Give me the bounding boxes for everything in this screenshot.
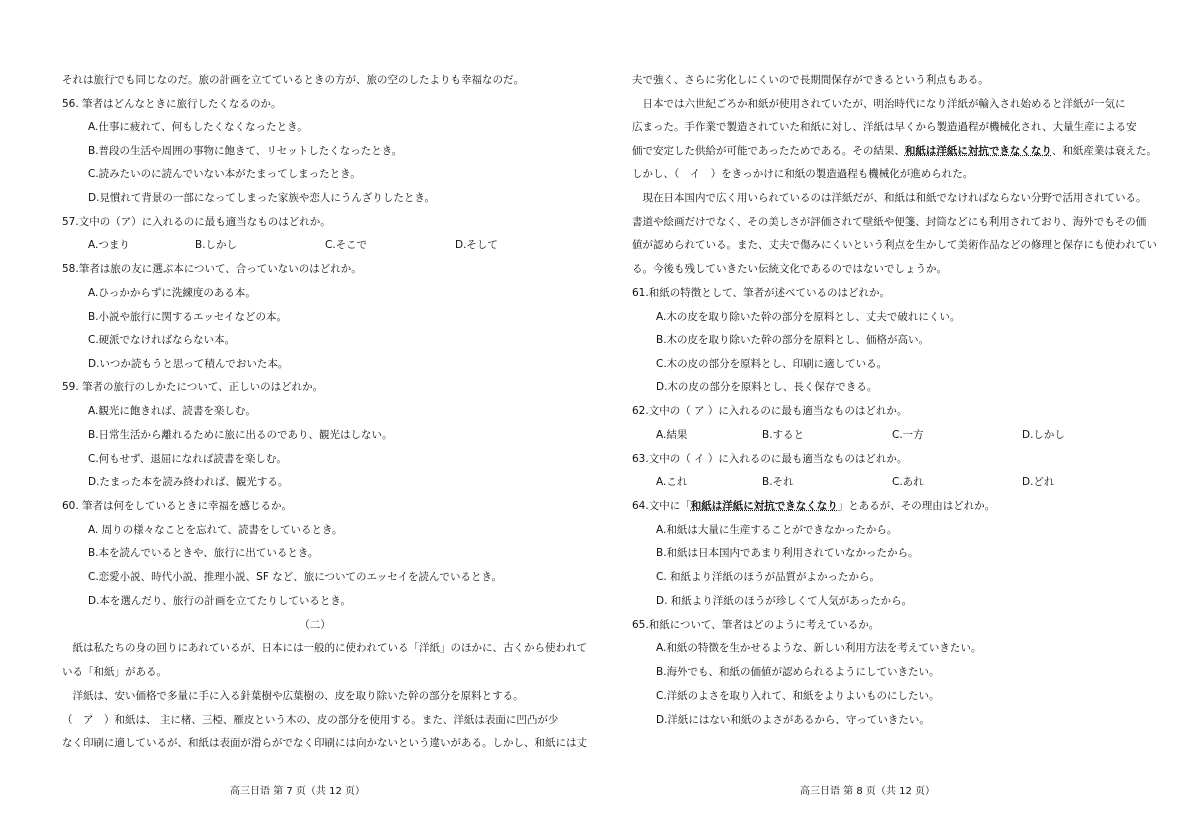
option-62-b: B.すると xyxy=(762,429,805,441)
passage-line: いる「和紙」がある。 xyxy=(62,666,167,678)
option-64-d: D. 和紙より洋紙のほうが珍しくて人気があったから。 xyxy=(656,595,913,607)
passage-line: なく印刷に適しているが、和紙は表面が滑らがでなく印刷には向かないという違いがある。しかし、和紙には丈 xyxy=(62,737,587,749)
option-62-c: C.一方 xyxy=(892,429,924,441)
question-57: 57.文中の（ア）に入れるのに最も適当なものはどれか。 xyxy=(62,216,331,228)
question-63: 63.文中の（ イ ）に入れるのに最も適当なものはどれか。 xyxy=(632,453,908,465)
passage-line: しかし、（ イ ）をきっかけに和紙の製造過程も機械化が進められた。 xyxy=(632,168,974,180)
question-61: 61.和紙の特徴として、筆者が述べているのはどれか。 xyxy=(632,287,890,299)
passage-line: る。今後も残していきたい伝統文化であるのではないでしょうか。 xyxy=(632,263,947,275)
option-64-b: B.和紙は日本国内であまり利用されていなかったから。 xyxy=(656,547,919,559)
passage-line: 紙は私たちの身の回りにあれているが、日本には一般的に使われている「洋紙」のほかに、古くから使われて xyxy=(62,642,587,654)
option-59-d: D.たまった本を読み終われば、観光する。 xyxy=(88,476,289,488)
section-heading: （二） xyxy=(299,619,331,631)
passage-line: 広まった。手作業で製造されていた和紙に対し、洋紙は早くから製造過程が機械化され、大量生産による安 xyxy=(632,121,1137,133)
underlined-phrase: 和紙は洋紙に対抗できなくなり xyxy=(904,145,1052,157)
option-61-d: D.木の皮の部分を原料とし、長く保存できる。 xyxy=(656,381,878,393)
option-63-c: C.あれ xyxy=(892,476,924,488)
option-59-b: B.日常生活から離れるために旅に出るのであり、観光はしない。 xyxy=(88,429,393,441)
passage-line: 現在日本国内で広く用いられているのは洋紙だが、和紙は和紙でなければならない分野で活用されている。 xyxy=(632,192,1147,204)
option-60-d: D.本を選んだり、旅行の計画を立てたりしているとき。 xyxy=(88,595,352,607)
passage-text: 価で安定した供給が可能であったためである。その結果、 xyxy=(632,145,905,157)
underlined-phrase: 和紙は洋紙に対抗できなくなり xyxy=(690,500,838,512)
option-57-a: A.つまり xyxy=(88,239,130,251)
page-footer: 高三日语 第 7 页（共 12 页） xyxy=(230,786,365,797)
question-56: 56. 筆者はどんなときに旅行したくなるのか。 xyxy=(62,98,282,110)
option-60-b: B.本を読んでいるときや、旅行に出ているとき。 xyxy=(88,547,319,559)
option-63-d: D.どれ xyxy=(1022,476,1055,488)
question-62: 62.文中の（ ア ）に入れるのに最も適当なものはどれか。 xyxy=(632,405,908,417)
option-59-c: C.何もせず、退屈になれば読書を楽しむ。 xyxy=(88,453,287,465)
right-page xyxy=(600,0,1200,832)
passage-line: 夫で強く、さらに劣化しにくいので長期間保存ができるという利点もある。 xyxy=(632,74,989,86)
option-56-d: D.見慣れて背景の一部になってしまった家族や恋人にうんざりしたとき。 xyxy=(88,192,436,204)
question-64 xyxy=(632,499,995,513)
option-63-a: A.これ xyxy=(656,476,688,488)
option-65-b: B.海外でも、和紙の価値が認められるようにしていきたい。 xyxy=(656,666,940,678)
passage-line: （ ア ）和紙は、 主に楮、三椏、雁皮という木の、皮の部分を使用する。また、洋紙は表面に凹凸が少 xyxy=(62,714,559,726)
question-59: 59. 筆者の旅行のしかたについて、正しいのはどれか。 xyxy=(62,381,324,393)
passage-line: 値が認められている。また、丈夫で傷みにくいという利点を生かして美術作品などの修理と保存にも使われてい xyxy=(632,239,1157,251)
passage-line: 洋紙は、安い価格で多量に手に入る針葉樹や広葉樹の、皮を取り除いた幹の部分を原料とする。 xyxy=(62,690,524,702)
option-57-c: C.そこで xyxy=(325,239,368,251)
passage-line: 日本では六世紀ごろか和紙が使用されていたが、明治時代になり洋紙が輸入され始めると洋紙が一気に xyxy=(632,98,1126,110)
option-65-a: A.和紙の特徴を生かせるような、新しい利用方法を考えていきたい。 xyxy=(656,642,982,654)
option-61-a: A.木の皮を取り除いた幹の部分を原料とし、丈夫で破れにくい。 xyxy=(656,311,961,323)
option-56-c: C.読みたいのに読んでいない本がたまってしまったとき。 xyxy=(88,168,361,180)
option-64-c: C. 和紙より洋紙のほうが品質がよかったから。 xyxy=(656,571,881,583)
passage-line: 書道や絵画だけでなく、その美しさが評価されて壁紙や便箋、封筒などにも利用されており、海外でもその価 xyxy=(632,216,1147,228)
option-56-a: A.仕事に疲れて、何もしたくなくなったとき。 xyxy=(88,121,308,133)
option-61-b: B.木の皮を取り除いた幹の部分を原料とし、価格が高い。 xyxy=(656,334,930,346)
option-60-c: C.恋愛小説、時代小説、推理小説、SF など、旅についてのエッセイを読んでいるとき。 xyxy=(88,571,503,583)
question-65: 65.和紙について、筆者はどのように考えているか。 xyxy=(632,619,880,631)
option-65-c: C.洋紙のよさを取り入れて、和紙をよりよいものにしたい。 xyxy=(656,690,940,702)
page-footer: 高三日语 第 8 页（共 12 页） xyxy=(800,786,935,797)
option-62-a: A.結果 xyxy=(656,429,688,441)
option-63-b: B.それ xyxy=(762,476,794,488)
option-60-a: A. 周りの様々なことを忘れて、読書をしているとき。 xyxy=(88,524,343,536)
question-text: 」とあるが、その理由はどれか。 xyxy=(837,500,996,512)
option-57-d: D.そして xyxy=(455,239,498,251)
passage-line: それは旅行でも同じなのだ。旅の計画を立てているときの方が、旅の空のしたよりも幸福なのだ。 xyxy=(62,74,524,86)
option-58-a: A.ひっかからずに洗練度のある本。 xyxy=(88,287,256,299)
question-60: 60. 筆者は何をしているときに幸福を感じるか。 xyxy=(62,500,293,512)
option-58-b: B.小説や旅行に関するエッセイなどの本。 xyxy=(88,311,288,323)
option-59-a: A.観光に飽きれば、読書を楽しむ。 xyxy=(88,405,256,417)
option-65-d: D.洋紙にはない和紙のよさがあるから、守っていきたい。 xyxy=(656,714,930,726)
passage-text: 、和紙産業は衰えた。 xyxy=(1051,145,1157,157)
option-64-a: A.和紙は大量に生産することができなかったから。 xyxy=(656,524,898,536)
option-58-d: D.いつか読もうと思って積んでおいた本。 xyxy=(88,358,289,370)
question-text: 64.文中に「 xyxy=(632,500,691,512)
option-61-c: C.木の皮の部分を原料とし、印刷に適している。 xyxy=(656,358,888,370)
option-58-c: C.硬派でなければならない本。 xyxy=(88,334,236,346)
passage-line xyxy=(632,144,1157,158)
question-58: 58.筆者は旅の友に選ぶ本について、合っていないのはどれか。 xyxy=(62,263,362,275)
option-62-d: D.しかし xyxy=(1022,429,1065,441)
option-56-b: B.普段の生活や周囲の事物に飽きて、リセットしたくなったとき。 xyxy=(88,145,403,157)
option-57-b: B.しかし xyxy=(195,239,238,251)
